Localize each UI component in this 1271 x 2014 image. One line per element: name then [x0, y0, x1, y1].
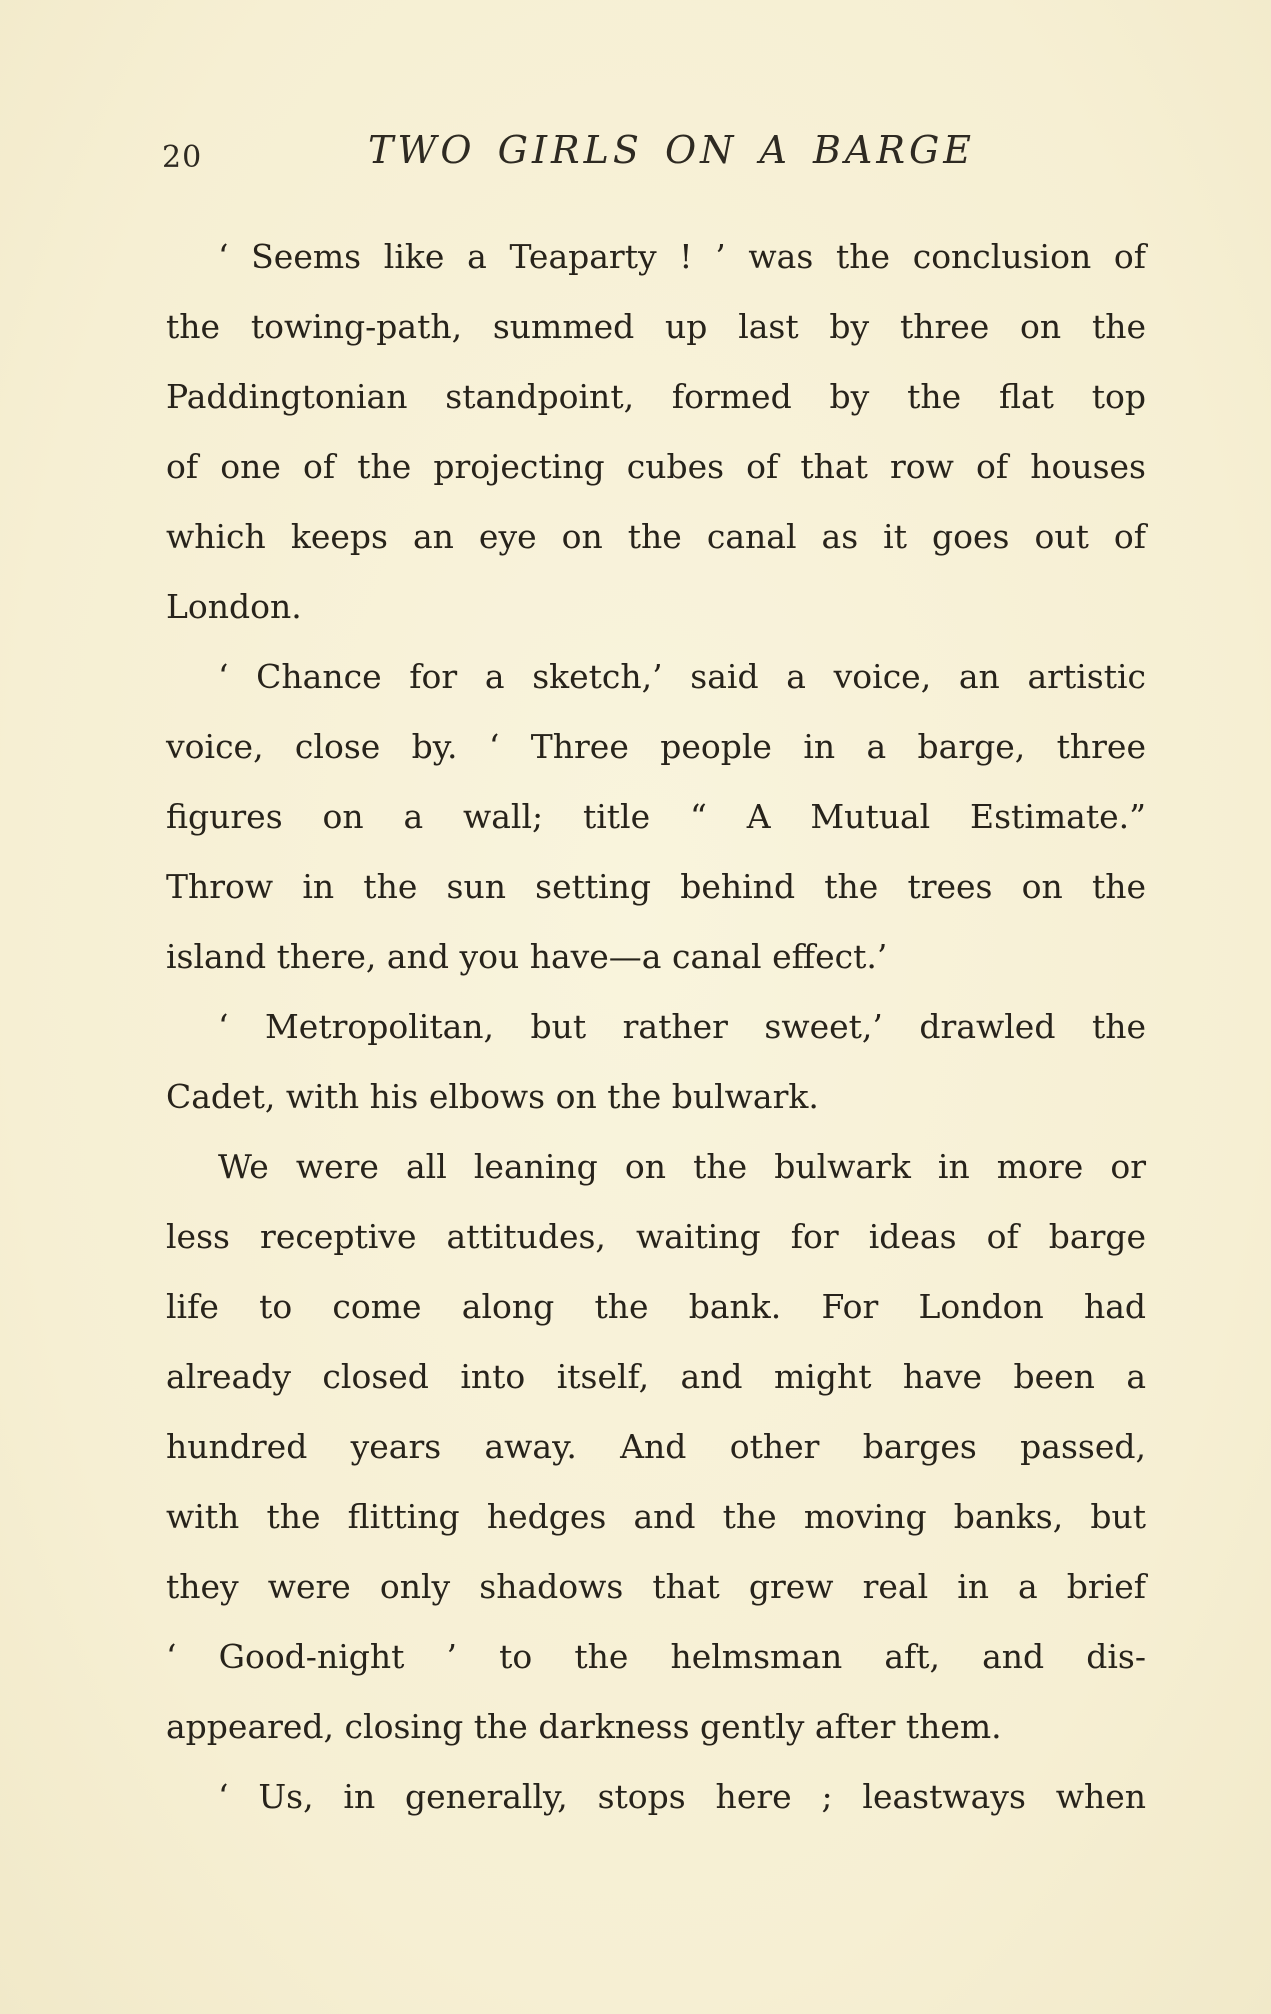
text-line: ‘ Us, in generally, stops here ; leastways when: [218, 1777, 1146, 1816]
text-line: ‘ Metropolitan, but rather sweet,’ drawled the: [218, 1007, 1146, 1046]
text-line: Cadet, with his elbows on the bulwark.: [166, 1077, 819, 1116]
text-line: life to come along the bank. For London had: [166, 1287, 1146, 1326]
text-line: already closed into itself, and might have been a: [166, 1357, 1146, 1396]
text-line: figures on a wall; title “ A Mutual Estimate.”: [166, 797, 1146, 836]
page-header: [162, 128, 1142, 188]
text-line: voice, close by. ‘ Three people in a barge, three: [166, 727, 1146, 766]
text-line: island there, and you have—a canal effect.’: [166, 937, 888, 976]
text-line: Throw in the sun setting behind the trees on the: [166, 867, 1146, 906]
text-line: ‘ Good-night ’ to the helmsman aft, and dis-: [166, 1637, 1146, 1676]
text-line: which keeps an eye on the canal as it goes out of: [166, 517, 1146, 556]
text-line: appeared, closing the darkness gently after them.: [166, 1707, 1002, 1746]
body-text: [166, 222, 1146, 1832]
running-title: TWO GIRLS ON A BARGE: [368, 128, 976, 172]
text-line: with the flitting hedges and the moving banks, but: [166, 1497, 1146, 1536]
text-line: ‘ Seems like a Teaparty ! ’ was the conclusion of: [218, 237, 1146, 276]
text-line: We were all leaning on the bulwark in more or: [218, 1147, 1146, 1186]
text-line: ‘ Chance for a sketch,’ said a voice, an artistic: [218, 657, 1146, 696]
text-line: the towing-path, summed up last by three on the: [166, 307, 1146, 346]
page-number: 20: [162, 140, 203, 175]
text-line: hundred years away. And other barges passed,: [166, 1427, 1146, 1466]
text-line: London.: [166, 587, 302, 626]
text-line: less receptive attitudes, waiting for ideas of barge: [166, 1217, 1146, 1256]
text-line: of one of the projecting cubes of that row of houses: [166, 447, 1146, 486]
text-line: they were only shadows that grew real in a brief: [166, 1567, 1146, 1606]
text-line: Paddingtonian standpoint, formed by the flat top: [166, 377, 1146, 416]
